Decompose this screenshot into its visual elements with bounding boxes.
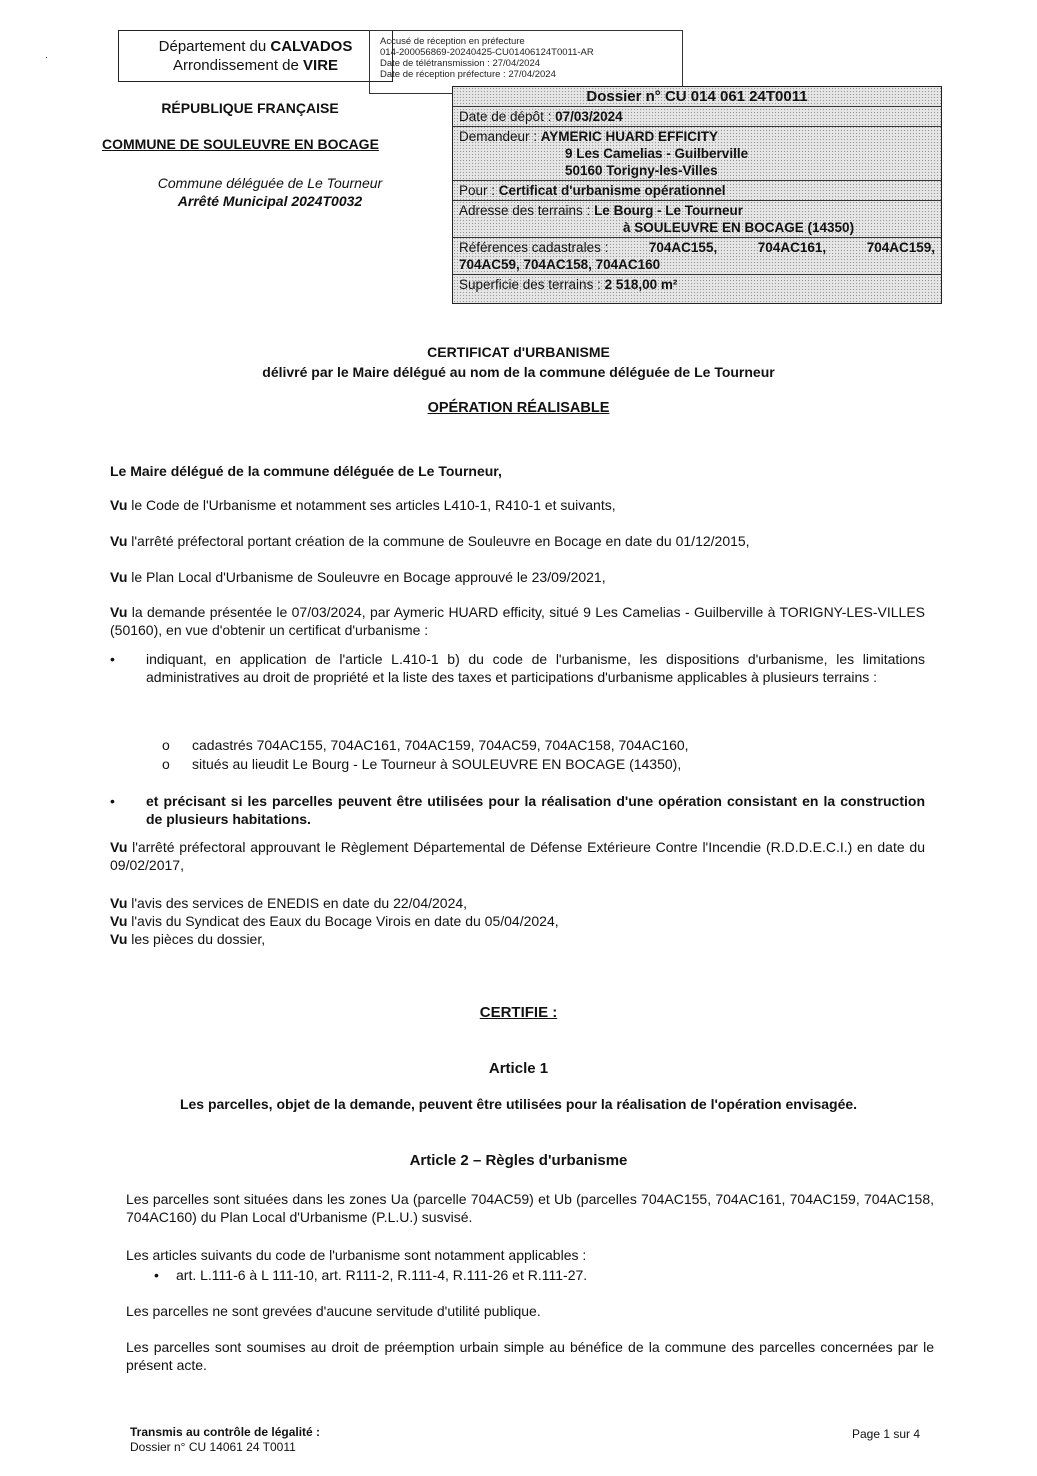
bullet-icon: • — [154, 1267, 159, 1283]
dossier-demandeur: Demandeur : AYMERIC HUARD EFFICITY 9 Les Camelias - Guilberville 50160 Torigny-les-Villes — [453, 127, 941, 181]
vu-paragraph: Vu l'avis des services de ENEDIS en date du 22/04/2024, Vu l'avis du Syndicat des Eaux du Bocage Virois en date du 05/04/2024, Vu les pièces du dossier, — [110, 895, 559, 947]
dossier-box — [452, 86, 942, 304]
arrondissement-line: Arrondissement de VIRE — [172, 57, 339, 74]
bullet-icon: • — [110, 651, 115, 667]
bullet-icon: • — [110, 793, 115, 809]
stamp-line: 014-200056869-20240425-CU01406124T0011-AR — [380, 47, 594, 58]
certificat-title: CERTIFICAT d'URBANISME — [427, 344, 610, 360]
article2-paragraph: Les parcelles sont soumises au droit de préemption urbain simple au bénéfice de la commune des parcelles concernées par le présent acte. — [126, 1339, 934, 1373]
bullet-item: • indiquant, en application de l'article L.410-1 b) du code de l'urbanisme, les dispositions d'urbanisme, les limitations administratives au droit de propriété et la liste des taxes et participations d'urbanisme applicables à plusieurs terrains : — [110, 651, 925, 685]
certifie-heading: CERTIFIE : — [479, 1004, 558, 1021]
footer-transmis: Transmis au contrôle de légalité : — [130, 1425, 321, 1439]
arrete-number: Arrêté Municipal 2024T0032 — [177, 193, 363, 209]
vu-paragraph: Vu la demande présentée le 07/03/2024, par Aymeric HUARD efficity, situé 9 Les Camelias - Guilberville à TORIGNY-LES-VILLES (50160), en vue d'obtenir un certificat d'urbanisme : — [110, 604, 925, 638]
scan-mark: · — [45, 52, 48, 62]
page-number: Page 1 sur 4 — [852, 1427, 921, 1441]
intro-paragraph: Le Maire délégué de la commune déléguée de Le Tourneur, — [110, 463, 502, 479]
dossier-references: Références cadastrales : 704AC155, 704AC161, 704AC159, 704AC59, 704AC158, 704AC160 — [453, 238, 941, 275]
dossier-depot: Date de dépôt : 07/03/2024 — [453, 107, 941, 127]
article1-title: Article 1 — [488, 1060, 549, 1077]
article2-paragraph: Les parcelles sont situées dans les zones Ua (parcelle 704AC59) et Ub (parcelles 704AC155, 704AC161, 704AC159, 704AC158, 704AC160) du Plan Local d'Urbanisme (P.L.U.) susvisé. — [126, 1191, 934, 1225]
dossier-superficie: Superficie des terrains : 2 518,00 m² — [459, 277, 678, 292]
article2-paragraph: Les articles suivants du code de l'urbanisme sont notamment applicables : — [126, 1247, 587, 1263]
certificat-subtitle: délivré par le Maire délégué au nom de la commune déléguée de Le Tourneur — [262, 364, 775, 380]
stamp-line: Date de télétransmission : 27/04/2024 — [380, 58, 541, 69]
prefecture-stamp — [369, 30, 683, 94]
circle-bullet-icon: o — [162, 737, 170, 753]
vu-paragraph: Vu l'arrêté préfectoral approuvant le Règlement Départemental de Défense Extérieure Contre l'Incendie (R.D.D.E.C.I.) en date du 09/02/2017, — [110, 839, 925, 873]
commune-heading: COMMUNE DE SOULEUVRE EN BOCAGE — [102, 136, 379, 152]
sub-bullet-item: o situés au lieudit Le Bourg - Le Tourneur à SOULEUVRE EN BOCAGE (14350), — [162, 756, 682, 772]
article2-bullet: • art. L.111-6 à L 111-10, art. R111-2, R.111-4, R.111-26 et R.111-27. — [154, 1267, 588, 1283]
vu-paragraph: Vu l'arrêté préfectoral portant création de la commune de Souleuvre en Bocage en date du 01/12/2015, — [110, 533, 750, 549]
article1-text: Les parcelles, objet de la demande, peuvent être utilisées pour la réalisation de l'opération envisagée. — [179, 1096, 858, 1112]
stamp-line: Date de réception préfecture : 27/04/2024 — [380, 69, 556, 80]
commune-deleguee-name: Commune déléguée de Le Tourneur — [157, 175, 383, 191]
republique-heading: RÉPUBLIQUE FRANÇAISE — [161, 100, 339, 116]
footer-legality — [130, 1425, 320, 1455]
vu-paragraph: Vu le Plan Local d'Urbanisme de Souleuvre en Bocage approuvé le 23/09/2021, — [110, 569, 606, 585]
stamp-line: Accusé de réception en préfecture — [380, 36, 525, 47]
dossier-pour: Pour : Certificat d'urbanisme opérationnel — [453, 181, 941, 201]
article2-title: Article 2 – Règles d'urbanisme — [409, 1152, 628, 1169]
bullet-item: • et précisant si les parcelles peuvent être utilisées pour la réalisation d'une opération consistant en la construction de plusieurs habitations. — [110, 793, 925, 827]
dossier-title: Dossier n° CU 014 061 24T0011 — [453, 87, 941, 107]
footer-dossier: Dossier n° CU 14061 24 T0011 — [130, 1440, 296, 1454]
article2-paragraph: Les parcelles ne sont grevées d'aucune servitude d'utilité publique. — [126, 1303, 541, 1319]
departement-line: Département du CALVADOS — [158, 38, 353, 55]
dossier-adresse: Adresse des terrains : Le Bourg - Le Tourneur à SOULEUVRE EN BOCAGE (14350) — [453, 201, 941, 238]
circle-bullet-icon: o — [162, 756, 170, 772]
departement-box — [118, 30, 393, 82]
vu-paragraph: Vu le Code de l'Urbanisme et notamment ses articles L410-1, R410-1 et suivants, — [110, 497, 616, 513]
operation-heading: OPÉRATION RÉALISABLE — [427, 400, 610, 416]
commune-deleguee — [130, 174, 410, 210]
sub-bullet-item: o cadastrés 704AC155, 704AC161, 704AC159, 704AC59, 704AC158, 704AC160, — [162, 737, 689, 753]
